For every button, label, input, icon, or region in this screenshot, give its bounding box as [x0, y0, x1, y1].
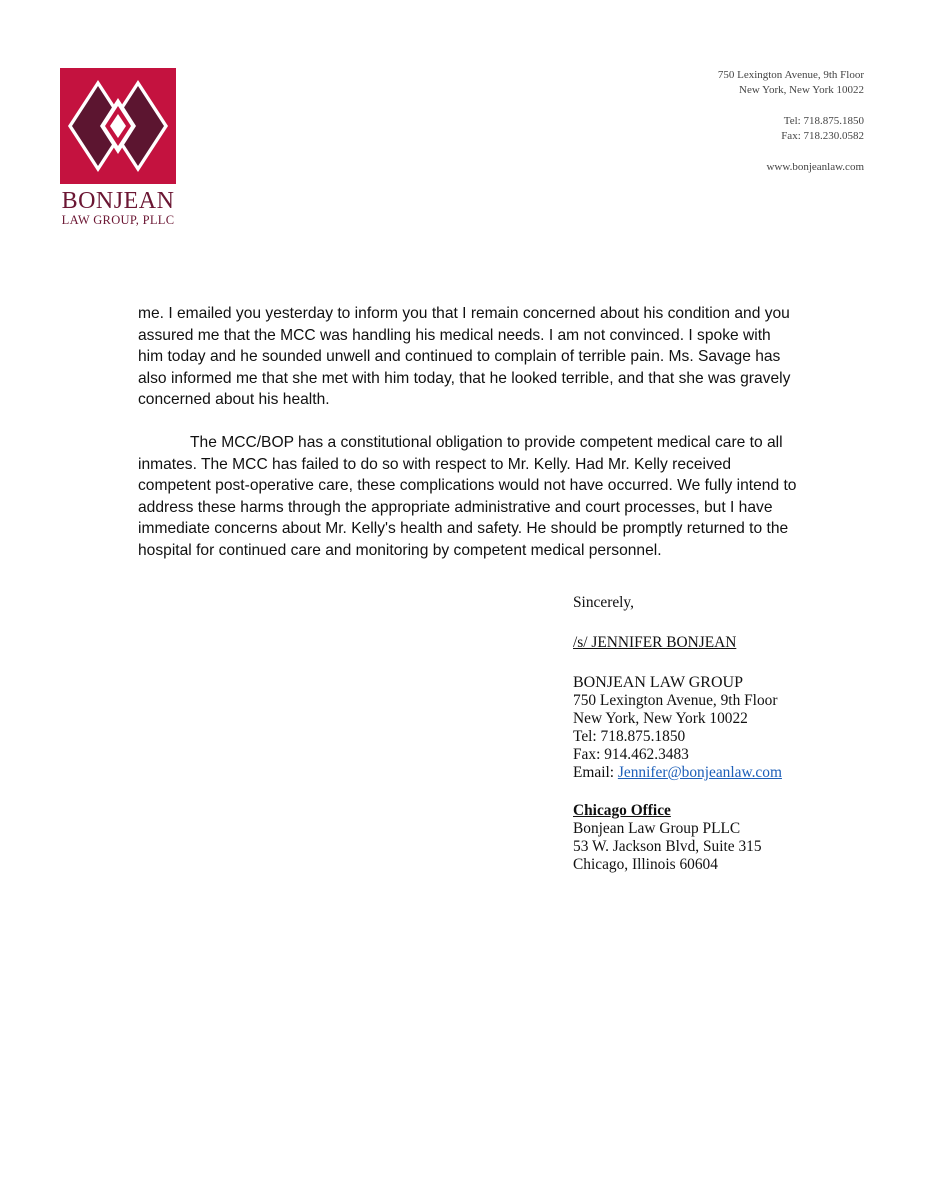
signature-fax: Fax: 914.462.3483 [573, 746, 689, 763]
signature-org: BONJEAN LAW GROUP [573, 674, 743, 691]
chicago-office-address2: Chicago, Illinois 60604 [573, 856, 718, 873]
paragraph-1: me. I emailed you yesterday to inform you that I remain concerned about his condition and you assured me that the MCC was handling his medical needs. I am not convinced. I spoke with him today and he sounded unwell and continued to complain of terrible pain. Ms. Savage has also informed me that she met with him today, that he looked terrible, and that she was gravely concerned about his health. [138, 305, 791, 409]
firm-name: BONJEAN [61, 188, 175, 214]
letter-body [138, 303, 798, 562]
signature-email-line [573, 764, 873, 782]
letterhead-fax: Fax: 718.230.0582 [781, 130, 864, 142]
letterhead-tel: Tel: 718.875.1850 [783, 115, 864, 127]
paragraph-2-text: The MCC/BOP has a constitutional obligation to provide competent medical care to all inmates. The MCC has failed to do so with respect to Mr. Kelly. Had Mr. Kelly received competent post-operative care, these complications would not have occurred. We fully intend to address these harms through the appropriate administrative and court processes, but I have immediate concerns about Mr. Kelly's health and safety. He should be promptly returned to the hospital for continued care and monitoring by competent medical personnel. [138, 433, 797, 559]
chicago-office-address1: 53 W. Jackson Blvd, Suite 315 [573, 838, 762, 855]
signature-block [573, 594, 873, 874]
diamond-logo-icon [60, 68, 176, 184]
signature: /s/ JENNIFER BONJEAN [573, 634, 737, 651]
signature-address1: 750 Lexington Avenue, 9th Floor [573, 692, 778, 709]
letterhead-address-line2: New York, New York 10022 [739, 84, 864, 96]
email-link[interactable]: Jennifer@bonjeanlaw.com [617, 764, 782, 781]
signature-address2: New York, New York 10022 [573, 710, 748, 727]
letterhead-address-line1: 750 Lexington Avenue, 9th Floor [717, 69, 864, 81]
firm-logo [60, 68, 176, 228]
email-label: Email: [573, 764, 618, 781]
paragraph-2 [138, 432, 798, 562]
chicago-office-heading: Chicago Office [573, 802, 671, 819]
signature-tel: Tel: 718.875.1850 [573, 728, 686, 745]
letterhead-contact [718, 68, 864, 175]
letterhead-website: www.bonjeanlaw.com [766, 161, 864, 173]
firm-subtitle: LAW GROUP, PLLC [61, 213, 175, 227]
chicago-office-name: Bonjean Law Group PLLC [573, 820, 741, 837]
closing-salutation: Sincerely, [573, 594, 634, 611]
